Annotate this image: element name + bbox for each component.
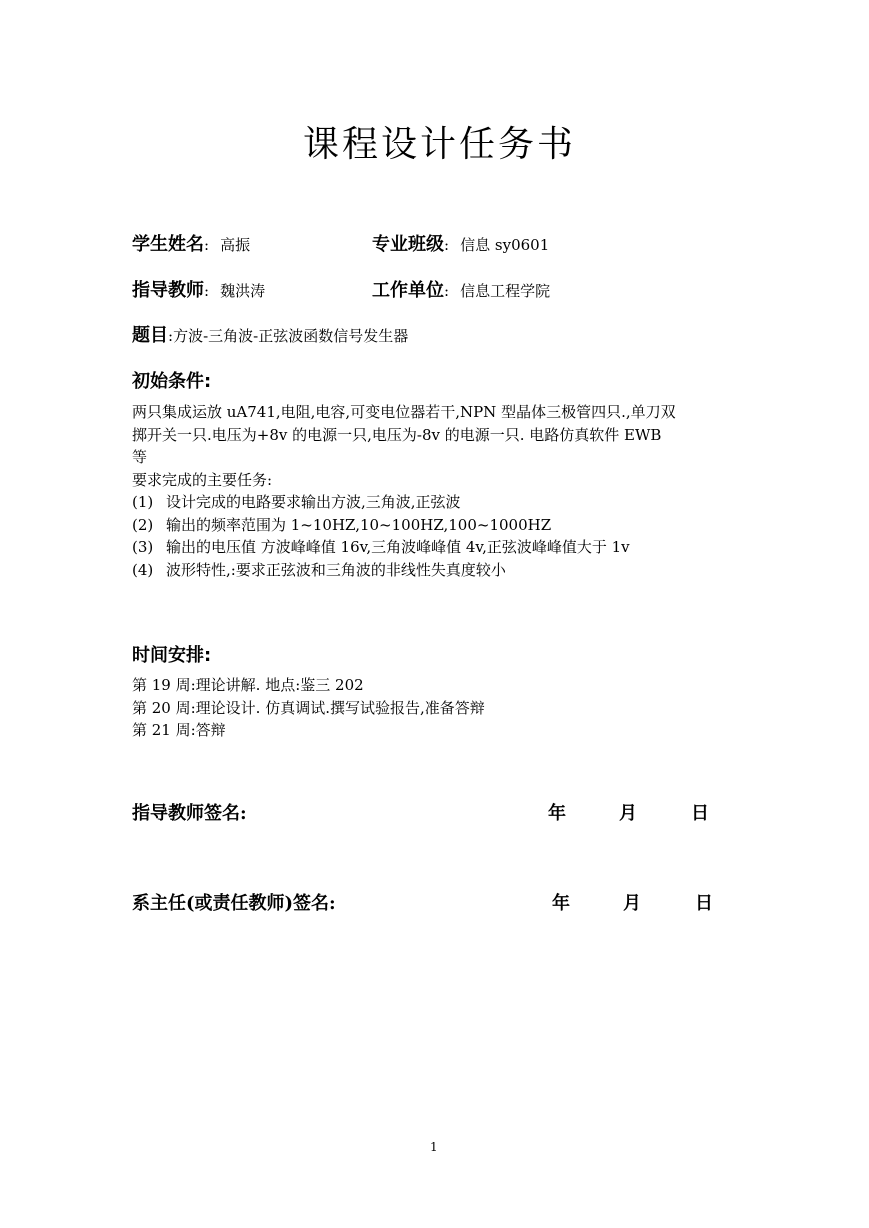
document-title: 课程设计任务书 [303, 124, 577, 165]
schedule-line: 第 20 周:理论设计. 仿真调试.撰写试验报告,准备答辩 [132, 698, 485, 717]
topic-value: 方波-三角波-正弦波函数信号发生器 [173, 327, 409, 345]
task-item [132, 514, 676, 537]
director-sign-year: 年 [552, 893, 570, 914]
task-text: 波形特性,:要求正弦波和三角波的非线性失真度较小 [166, 560, 506, 579]
major-class-value: 信息 sy0601 [460, 236, 550, 254]
work-unit-value: 信息工程学院 [460, 282, 551, 300]
colon: : [204, 236, 210, 254]
advisor-sign-year: 年 [548, 803, 566, 824]
task-number: (2) [132, 515, 154, 534]
task-number: (1) [132, 493, 154, 511]
work-unit-label: 工作单位 [372, 280, 444, 301]
director-sign-month: 月 [623, 893, 641, 914]
conditions-body [132, 401, 676, 581]
student-name-label: 学生姓名 [132, 234, 204, 255]
schedule-line: 第 19 周:理论讲解. 地点:鉴三 202 [132, 676, 364, 694]
director-sign-day: 日 [695, 893, 713, 914]
tasks-intro: 要求完成的主要任务: [132, 470, 273, 489]
work-unit-row [372, 276, 550, 302]
colon: : [168, 327, 174, 345]
task-item [132, 491, 676, 514]
student-name-value: 高振 [220, 236, 251, 254]
conditions-heading: 初始条件: [132, 371, 212, 392]
task-text: 输出的频率范围为 1~10HZ,10~100HZ,100~1000HZ [166, 515, 552, 534]
topic-row [132, 321, 408, 347]
colon: : [444, 236, 450, 254]
topic-label: 题目 [132, 325, 168, 346]
advisor-row [132, 276, 265, 302]
schedule-body [132, 674, 485, 742]
advisor-label: 指导教师 [132, 280, 204, 301]
colon: : [204, 282, 210, 300]
major-class-row [372, 230, 549, 256]
conditions-line: 掷开关一只.电压为+8v 的电源一只,电压为-8v 的电源一只. 电路仿真软件 EWB [132, 425, 662, 444]
advisor-value: 魏洪涛 [220, 282, 266, 300]
task-number: (3) [132, 538, 154, 556]
conditions-line: 等 [132, 448, 148, 466]
task-text: 输出的电压值 方波峰峰值 16v,三角波峰峰值 4v,正弦波峰峰值大于 1v [166, 538, 630, 556]
advisor-signature-label: 指导教师签名: [132, 803, 247, 824]
advisor-sign-day: 日 [691, 803, 709, 824]
task-item [132, 536, 676, 559]
page-number: 1 [430, 1140, 438, 1154]
conditions-line: 两只集成运放 uA741,电阻,电容,可变电位器若干,NPN 型晶体三极管四只.,单刀双 [132, 403, 676, 421]
colon: : [444, 282, 450, 300]
task-number: (4) [132, 560, 154, 579]
major-class-label: 专业班级 [372, 234, 444, 255]
director-signature-label: 系主任(或责任教师)签名: [132, 893, 336, 914]
advisor-sign-month: 月 [619, 803, 637, 824]
task-text: 设计完成的电路要求输出方波,三角波,正弦波 [166, 493, 461, 511]
schedule-heading: 时间安排: [132, 645, 212, 666]
student-name-row [132, 230, 250, 256]
schedule-line: 第 21 周:答辩 [132, 721, 226, 739]
task-item [132, 559, 676, 582]
